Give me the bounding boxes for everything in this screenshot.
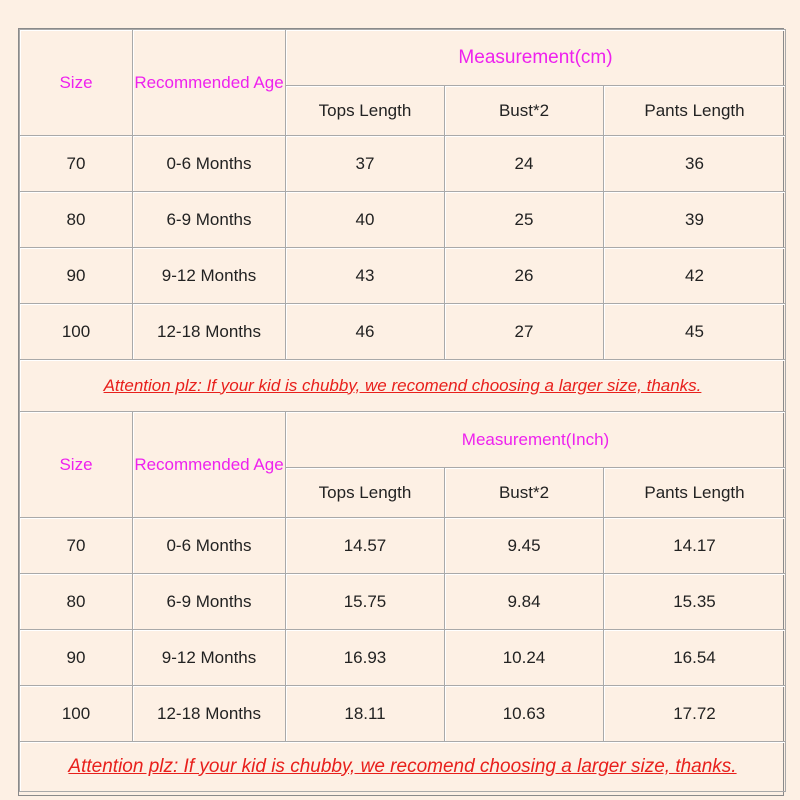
table-row	[20, 136, 786, 192]
pants-cell: 45	[604, 304, 786, 360]
table-row	[20, 192, 786, 248]
cm-age-header: Recommended Age	[133, 30, 286, 136]
table-row	[20, 518, 786, 574]
cm-pants-header: Pants Length	[604, 86, 786, 136]
tops-cell: 15.75	[286, 574, 445, 630]
bust-cell: 26	[445, 248, 604, 304]
pants-cell: 36	[604, 136, 786, 192]
bust-cell: 10.24	[445, 630, 604, 686]
inch-age-header: Recommended Age	[133, 412, 286, 518]
pants-cell: 14.17	[604, 518, 786, 574]
age-cell: 9-12 Months	[133, 248, 286, 304]
inch-pants-header: Pants Length	[604, 468, 786, 518]
pants-cell: 42	[604, 248, 786, 304]
tops-cell: 14.57	[286, 518, 445, 574]
inch-bust-header: Bust*2	[445, 468, 604, 518]
inch-size-header: Size	[20, 412, 133, 518]
tops-cell: 37	[286, 136, 445, 192]
size-cell: 90	[20, 630, 133, 686]
inch-measurement-header: Measurement(Inch)	[286, 412, 786, 468]
attention-note: Attention plz: If your kid is chubby, we recomend choosing a larger size, thanks.	[20, 742, 786, 792]
pants-cell: 16.54	[604, 630, 786, 686]
inch-tops-header: Tops Length	[286, 468, 445, 518]
age-cell: 9-12 Months	[133, 630, 286, 686]
size-table	[19, 29, 786, 792]
tops-cell: 16.93	[286, 630, 445, 686]
size-cell: 70	[20, 136, 133, 192]
size-cell: 90	[20, 248, 133, 304]
pants-cell: 39	[604, 192, 786, 248]
bust-cell: 9.84	[445, 574, 604, 630]
attention-note: Attention plz: If your kid is chubby, we recomend choosing a larger size, thanks.	[20, 360, 786, 412]
tops-cell: 18.11	[286, 686, 445, 742]
tops-cell: 40	[286, 192, 445, 248]
age-cell: 12-18 Months	[133, 686, 286, 742]
size-cell: 80	[20, 574, 133, 630]
cm-tops-header: Tops Length	[286, 86, 445, 136]
pants-cell: 15.35	[604, 574, 786, 630]
table-row	[20, 686, 786, 742]
size-cell: 100	[20, 686, 133, 742]
bust-cell: 25	[445, 192, 604, 248]
size-chart	[18, 28, 784, 796]
size-cell: 80	[20, 192, 133, 248]
table-row	[20, 630, 786, 686]
age-cell: 0-6 Months	[133, 136, 286, 192]
age-cell: 12-18 Months	[133, 304, 286, 360]
tops-cell: 46	[286, 304, 445, 360]
bust-cell: 9.45	[445, 518, 604, 574]
age-cell: 6-9 Months	[133, 574, 286, 630]
inch-header-row	[20, 412, 786, 468]
size-cell: 70	[20, 518, 133, 574]
table-row	[20, 304, 786, 360]
tops-cell: 43	[286, 248, 445, 304]
bust-cell: 27	[445, 304, 604, 360]
cm-size-header: Size	[20, 30, 133, 136]
cm-measurement-header: Measurement(cm)	[286, 30, 786, 86]
cm-header-row	[20, 30, 786, 86]
size-cell: 100	[20, 304, 133, 360]
bust-cell: 10.63	[445, 686, 604, 742]
pants-cell: 17.72	[604, 686, 786, 742]
bust-cell: 24	[445, 136, 604, 192]
age-cell: 0-6 Months	[133, 518, 286, 574]
cm-bust-header: Bust*2	[445, 86, 604, 136]
table-row	[20, 574, 786, 630]
inch-attention-row	[20, 742, 786, 792]
cm-attention-row	[20, 360, 786, 412]
age-cell: 6-9 Months	[133, 192, 286, 248]
table-row	[20, 248, 786, 304]
